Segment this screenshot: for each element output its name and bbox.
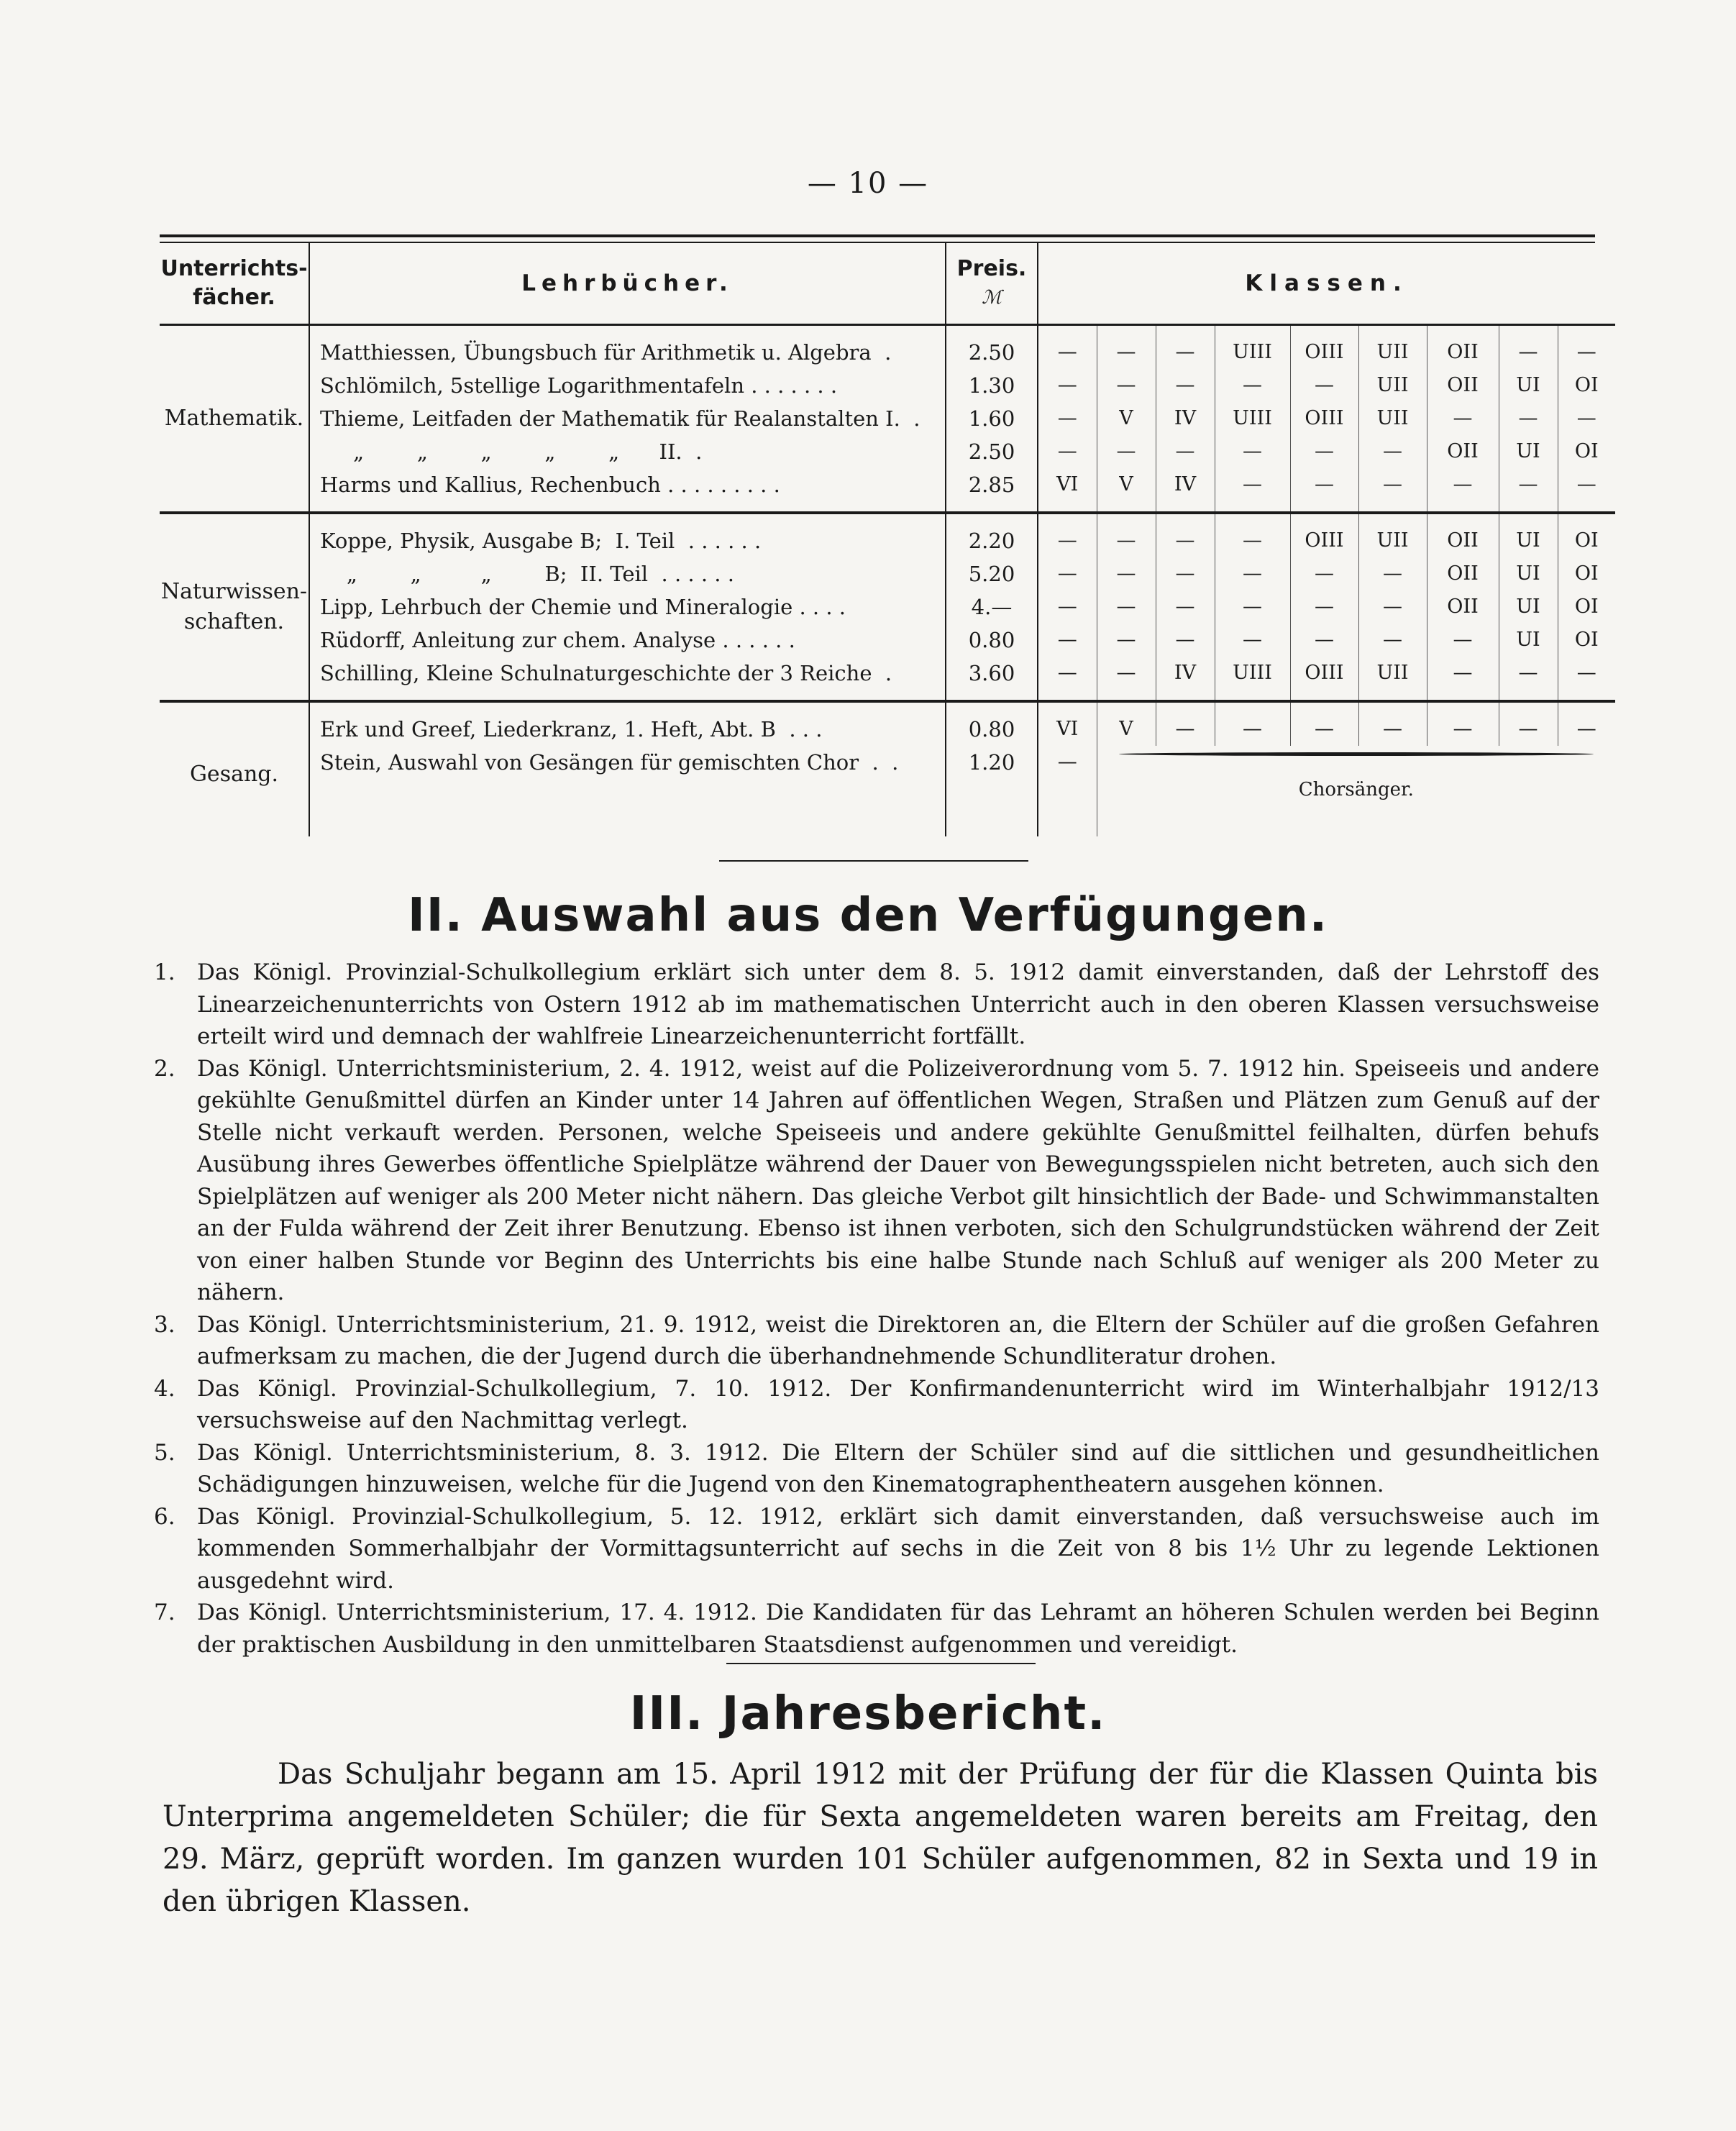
list-item-number: 1. — [154, 959, 175, 985]
class-cell: OII — [1427, 524, 1499, 557]
class-cell: — — [1156, 369, 1215, 402]
list-item — [154, 1597, 1599, 1661]
list-item — [154, 1053, 1599, 1309]
class-cell: — — [1097, 557, 1156, 590]
group-separator — [160, 690, 1615, 701]
class-cell: — — [1215, 590, 1290, 624]
class-cell: OI — [1574, 374, 1599, 396]
table-row — [160, 524, 1615, 557]
group-spacer — [160, 513, 1615, 524]
book-title: Harms und Kallius, Rechenbuch . . . . . . . . . — [309, 468, 946, 501]
book-price: 2.85 — [946, 468, 1038, 501]
table-row — [160, 713, 1615, 746]
subject-cell: Mathematik. — [160, 336, 309, 501]
class-cell: — — [1156, 336, 1215, 369]
class-cell: — — [1576, 341, 1596, 363]
separator-rule — [719, 860, 1028, 862]
class-cell: — — [1156, 713, 1215, 746]
section-heading-jahresbericht: III. Jahresbericht. — [629, 1687, 1107, 1740]
class-cell: — — [1038, 590, 1097, 624]
class-cell: UII — [1358, 524, 1427, 557]
list-item-number: 4. — [154, 1375, 175, 1402]
list-item-number: 6. — [154, 1503, 175, 1530]
textbook-table — [160, 234, 1599, 836]
class-cell: — — [1097, 369, 1156, 402]
class-cell: UIII — [1215, 336, 1290, 369]
book-price: 0.80 — [946, 713, 1038, 746]
list-item — [154, 1309, 1599, 1373]
class-cell: — — [1097, 590, 1156, 624]
page-number: — 10 — — [807, 167, 929, 200]
book-price: 1.30 — [946, 369, 1038, 402]
class-cell: — — [1290, 435, 1358, 468]
class-cell: — — [1215, 713, 1290, 746]
class-cell: UI — [1499, 435, 1558, 468]
class-cell: — — [1290, 369, 1358, 402]
book-title: „ „ „ „ „ II. . — [309, 435, 946, 468]
class-cell: — — [1038, 624, 1097, 657]
class-cell: UI — [1499, 557, 1558, 590]
class-cell: — — [1499, 713, 1558, 746]
class-cell: IV — [1156, 657, 1215, 690]
table-row — [160, 435, 1615, 468]
class-cell: UII — [1358, 336, 1427, 369]
class-cell: — — [1038, 402, 1097, 435]
list-item-text: Das Königl. Unterrichtsministerium, 2. 4. 1912, weist auf die Polizeiverordnung vom 5. 7. 1912 hin. Speiseeis und andere gekühlte Genußmittel dürfen an Kinder unter 14 Jahren auf öffentlichen Wegen, Straßen und Plätzen zum Genuß auf der Stelle nicht verkauft werden. Personen, welche Speiseeis und andere gekühlte Genußmittel feilhalten, dürfen behufs Ausübung ihres Gewerbes öffentliche Spielplätze während der Dauer von Bewegungsspielen nicht betreten, auch sich den Spielplätzen auf weniger als 200 Meter nicht nähern. Das gleiche Verbot gilt hinsichtlich der Bade- und Schwimmanstalten an der Fulda während der Zeit ihrer Benutzung. Ebenso ist ihnen verboten, sich den Schulgrundstücken während der Zeit von einer halben Stunde vor Beginn des Unterrichts bis eine halbe Stunde nach Schluß auf weniger als 200 Meter zu nähern. — [197, 1055, 1599, 1305]
class-cell: — — [1097, 435, 1156, 468]
list-item-text: Das Königl. Provinzial-Schulkollegium, 5. 12. 1912, erklärt sich damit einverstanden, daß versuchsweise auch im kommenden Sommerhalbjahr der Vormittagsunterricht auf sechs in die Zeit von 8 bis 1½ Uhr zu legende Lektionen ausgedehnt wird. — [197, 1503, 1599, 1594]
class-cell: — — [1290, 713, 1358, 746]
header-subjects: Unterrichts- fächer. — [160, 243, 309, 325]
list-item — [154, 957, 1599, 1053]
class-cell: — — [1038, 435, 1097, 468]
class-cell: — — [1215, 624, 1290, 657]
separator-rule — [726, 1663, 1036, 1664]
class-cell: OI — [1574, 440, 1599, 462]
class-cell: OII — [1427, 590, 1499, 624]
book-title: Lipp, Lehrbuch der Chemie und Mineralogie . . . . — [309, 590, 946, 624]
list-item-text: Das Königl. Unterrichtsministerium, 8. 3. 1912. Die Eltern der Schüler sind auf die sittlichen und gesundheitlichen Schädigungen hinzuweisen, welche für die Jugend von den Kinematographentheatern ausgehen können. — [197, 1439, 1599, 1497]
list-item-text: Das Königl. Unterrichtsministerium, 21. 9. 1912, weist die Direktoren an, die Eltern der Schüler auf die großen Gefahren aufmerksam zu machen, die der Jugend durch die überhandnehmende Schundliteratur drohen. — [197, 1311, 1599, 1369]
class-cell: UII — [1358, 657, 1427, 690]
class-cell: — — [1576, 407, 1596, 429]
class-cell: IV — [1156, 468, 1215, 501]
class-cell: — — [1156, 590, 1215, 624]
class-cell: — — [1290, 557, 1358, 590]
class-cell: UI — [1499, 524, 1558, 557]
class-cell: VI — [1038, 713, 1097, 746]
table-row — [160, 369, 1615, 402]
book-title: Erk und Greef, Liederkranz, 1. Heft, Abt. B . . . — [309, 713, 946, 746]
class-cell: — — [1290, 468, 1358, 501]
class-cell: — — [1038, 657, 1097, 690]
chor-brace-cell — [1097, 746, 1615, 779]
class-cell: UII — [1358, 402, 1427, 435]
book-price: 1.20 — [946, 746, 1038, 779]
class-cell: — — [1427, 657, 1499, 690]
class-cell: — — [1358, 624, 1427, 657]
group-spacer — [160, 325, 1615, 337]
class-cell: — — [1427, 402, 1499, 435]
price-unit: ℳ — [982, 287, 1002, 309]
class-cell: — — [1156, 524, 1215, 557]
class-cell: — — [1038, 336, 1097, 369]
class-cell: VI — [1038, 468, 1097, 501]
class-cell: OII — [1427, 557, 1499, 590]
class-cell: — — [1097, 524, 1156, 557]
class-cell: — — [1358, 557, 1427, 590]
class-cell: V — [1097, 713, 1156, 746]
book-title: Matthiessen, Übungsbuch für Arithmetik u. Algebra . — [309, 336, 946, 369]
jahresbericht-paragraph: Das Schuljahr begann am 15. April 1912 mit der Prüfung der für die Klassen Quinta bis Unterprima angemeldeten Schüler; die für Sexta angemeldeten waren bereits am Freitag, den 29. März, geprüft worden. Im ganzen wurden 101 Schüler aufgenommen, 82 in Sexta und 19 in den übrigen Klassen. — [163, 1758, 1598, 1918]
class-cell: — — [1358, 713, 1427, 746]
class-cell: — — [1499, 468, 1558, 501]
table-row — [160, 468, 1615, 501]
class-cell: OI — [1574, 629, 1599, 651]
class-cell: IV — [1156, 402, 1215, 435]
book-title: „ „ „ B; II. Teil . . . . . . — [309, 557, 946, 590]
class-cell: — — [1215, 524, 1290, 557]
subject-cell: Naturwissen- schaften. — [160, 524, 309, 690]
class-cell: OI — [1574, 596, 1599, 618]
subject-cell: Gesang. — [160, 713, 309, 836]
table-row — [160, 624, 1615, 657]
table-header-row — [160, 243, 1615, 325]
list-item — [154, 1437, 1599, 1501]
class-cell: — — [1499, 402, 1558, 435]
list-item-number: 3. — [154, 1311, 175, 1338]
class-cell: UIII — [1215, 402, 1290, 435]
class-cell: — — [1358, 468, 1427, 501]
book-title: Stein, Auswahl von Gesängen für gemischten Chor . . — [309, 746, 946, 779]
class-cell: OIII — [1290, 657, 1358, 690]
class-cell: — — [1215, 468, 1290, 501]
section-heading-verfuegungen: II. Auswahl aus den Verfügungen. — [407, 889, 1329, 942]
class-cell: — — [1215, 369, 1290, 402]
book-price: 1.60 — [946, 402, 1038, 435]
group-separator — [160, 501, 1615, 513]
table-row — [160, 336, 1615, 369]
class-cell: V — [1097, 468, 1156, 501]
class-cell: UI — [1499, 369, 1558, 402]
list-item-number: 7. — [154, 1600, 175, 1625]
class-cell: — — [1358, 435, 1427, 468]
book-price: 0.80 — [946, 624, 1038, 657]
class-cell: — — [1215, 435, 1290, 468]
class-cell: — — [1576, 473, 1596, 496]
class-cell: — — [1427, 468, 1499, 501]
class-cell: UII — [1358, 369, 1427, 402]
table-row — [160, 590, 1615, 624]
class-cell: UI — [1499, 590, 1558, 624]
class-cell: — — [1038, 524, 1097, 557]
class-cell: — — [1038, 746, 1097, 779]
class-cell: — — [1156, 435, 1215, 468]
class-cell: — — [1156, 624, 1215, 657]
book-title: Schlömilch, 5stellige Logarithmentafeln . . . . . . . — [309, 369, 946, 402]
class-cell: OII — [1427, 369, 1499, 402]
header-books: Lehrbücher. — [309, 243, 946, 325]
class-cell: — — [1215, 557, 1290, 590]
class-cell: — — [1156, 557, 1215, 590]
table-row — [160, 557, 1615, 590]
book-price: 3.60 — [946, 657, 1038, 690]
class-cell: OII — [1427, 336, 1499, 369]
book-price: 2.20 — [946, 524, 1038, 557]
class-cell: UIII — [1215, 657, 1290, 690]
table-top-rule — [160, 234, 1595, 237]
class-cell: — — [1097, 336, 1156, 369]
class-cell: OIII — [1290, 402, 1358, 435]
class-cell: — — [1576, 662, 1596, 684]
class-cell: OIII — [1290, 524, 1358, 557]
class-cell: — — [1097, 657, 1156, 690]
book-title: Thieme, Leitfaden der Mathematik für Realanstalten I. . — [309, 402, 946, 435]
brace-icon — [1119, 749, 1594, 759]
list-item-text: Das Königl. Unterrichtsministerium, 17. 4. 1912. Die Kandidaten für das Lehramt an höheren Schulen werden bei Beginn der praktischen Ausbildung in den unmittelbaren Staatsdienst aufgenommen und vereidigt. — [197, 1600, 1599, 1658]
list-item-text: Das Königl. Provinzial-Schulkollegium erklärt sich unter dem 8. 5. 1912 damit einverstanden, daß der Lehrstoff des Linearzeichenunterrichts von Ostern 1912 ab im mathematischen Unterricht auch in den oberen Klassen versuchsweise erteilt wird und demnach der wahlfreie Linearzeichenunterricht fortfällt. — [197, 959, 1599, 1049]
book-price: 4.— — [946, 590, 1038, 624]
group-spacer — [160, 701, 1615, 713]
class-cell: — — [1499, 657, 1558, 690]
class-cell: OIII — [1290, 336, 1358, 369]
class-cell: — — [1097, 624, 1156, 657]
verfuegungen-list — [154, 957, 1599, 1661]
list-item — [154, 1373, 1599, 1437]
class-cell: OII — [1427, 435, 1499, 468]
list-item-number: 2. — [154, 1055, 175, 1082]
class-cell: OI — [1574, 562, 1599, 585]
table-row — [160, 402, 1615, 435]
table-row — [160, 657, 1615, 690]
class-cell: — — [1358, 590, 1427, 624]
class-cell: — — [1427, 624, 1499, 657]
book-price: 2.50 — [946, 435, 1038, 468]
book-title: Schilling, Kleine Schulnaturgeschichte der 3 Reiche . — [309, 657, 946, 690]
book-title: Rüdorff, Anleitung zur chem. Analyse . . . . . . — [309, 624, 946, 657]
list-item — [154, 1501, 1599, 1597]
class-cell: — — [1038, 557, 1097, 590]
list-item-text: Das Königl. Provinzial-Schulkollegium, 7. 10. 1912. Der Konfirmandenunterricht wird im Winterhalbjahr 1912/13 versuchsweise auf den Nachmittag verlegt. — [197, 1375, 1599, 1433]
class-cell: — — [1038, 369, 1097, 402]
table-row — [160, 746, 1615, 779]
chor-row — [160, 779, 1615, 836]
book-price: 5.20 — [946, 557, 1038, 590]
class-cell: OI — [1574, 529, 1599, 552]
header-classes: Klassen. — [1038, 243, 1615, 325]
chor-label: Chorsänger. — [1298, 779, 1414, 800]
class-cell: — — [1290, 624, 1358, 657]
header-price: Preis. ℳ — [946, 243, 1038, 325]
class-cell: UI — [1499, 624, 1558, 657]
book-title: Koppe, Physik, Ausgabe B; I. Teil . . . . . . — [309, 524, 946, 557]
class-cell: — — [1576, 718, 1596, 740]
book-price: 2.50 — [946, 336, 1038, 369]
class-cell: — — [1499, 336, 1558, 369]
class-cell: — — [1427, 713, 1499, 746]
class-cell: — — [1290, 590, 1358, 624]
class-cell: V — [1097, 402, 1156, 435]
list-item-number: 5. — [154, 1439, 175, 1466]
